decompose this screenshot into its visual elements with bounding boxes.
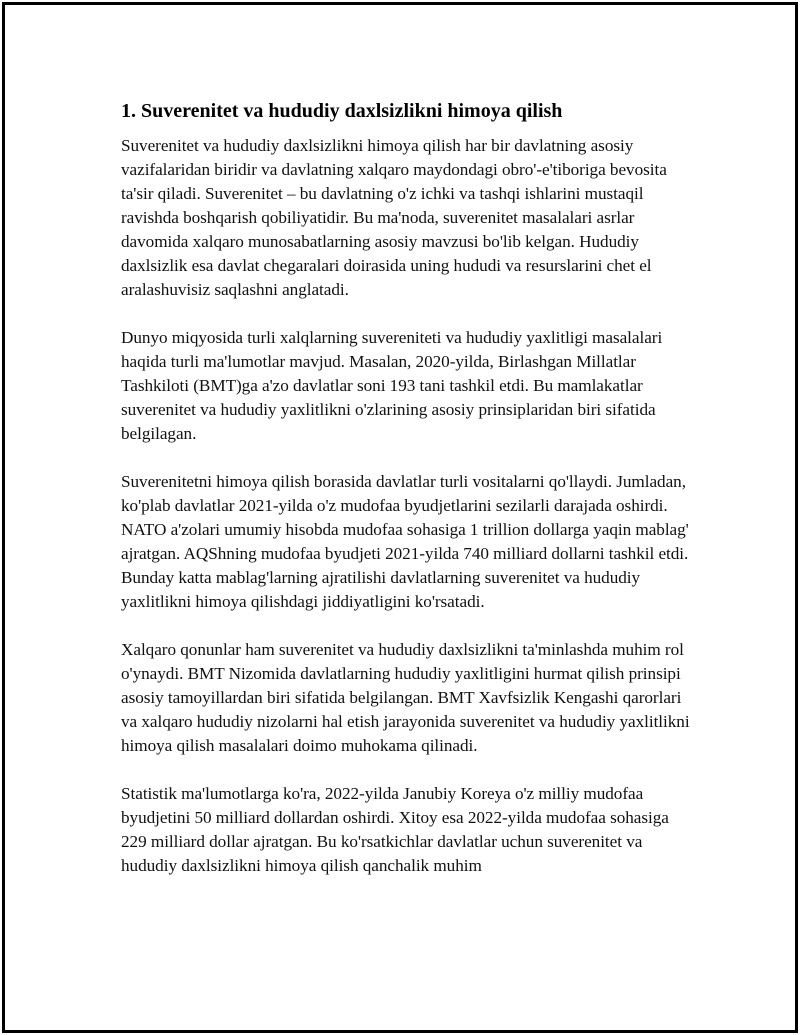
paragraph-2: Dunyo miqyosida turli xalqlarning suvereniteti va hududiy yaxlitligi masalalari haqida turli ma'lumotlar mavjud. Masalan, 2020-yilda, Birlashgan Millatlar Tashkiloti (BMT)ga a'zo davlatlar soni 193 tani tashkil etdi. Bu mamlakatlar suverenitet va hududiy yaxlitlikni o'zlarining asosiy prinsiplaridan biri sifatida belgilagan. xyxy=(121,328,663,443)
paragraph-1: Suverenitet va hududiy daxlsizlikni himoya qilish har bir davlatning asosiy vazifalaridan biridir va davlatning xalqaro maydondagi obro'-e'tiboriga bevosita ta'sir qiladi. Suverenitet – bu davlatning o'z ichki va tashqi ishlarini mustaqil ravishda boshqarish qobiliyatidir. Bu ma'noda, suverenitet masalalari asrlar davomida xalqaro munosabatlarning asosiy mavzusi bo'lib kelgan. Hududiy daxlsizlik esa davlat chegaralari doirasida uning hududi va resurslarini chet el aralashuvisiz saqlashni anglatadi. xyxy=(121,136,667,299)
document-body xyxy=(121,99,693,902)
paragraph-5: Statistik ma'lumotlarga ko'ra, 2022-yilda Janubiy Koreya o'z milliy mudofaa byudjetini 50 milliard dollardan oshirdi. Xitoy esa 2022-yilda mudofaa sohasiga 229 milliard dollar ajratgan. Bu ko'rsatkichlar davlatlar uchun suverenitet va hududiy daxlsizlikni himoya qilish qanchalik muhim xyxy=(121,784,669,875)
paragraph-3: Suverenitetni himoya qilish borasida davlatlar turli vositalarni qo'llaydi. Jumladan, ko'plab davlatlar 2021-yilda o'z mudofaa byudjetlarini sezilarli darajada oshirdi. NATO a'zolari umumiy hisobda mudofaa sohasiga 1 trillion dollarga yaqin mablag' ajratgan. AQShning mudofaa byudjeti 2021-yilda 740 milliard dollarni tashkil etdi. Bunday katta mablag'larning ajratilishi davlatlarning suverenitet va hududiy yaxlitlikni himoya qilishdagi jiddiyatligini ko'rsatadi. xyxy=(121,472,689,611)
page-frame xyxy=(2,2,798,1033)
section-heading: 1. Suverenitet va hududiy daxlsizlikni himoya qilish xyxy=(121,100,563,122)
paragraph-4: Xalqaro qonunlar ham suverenitet va hududiy daxlsizlikni ta'minlashda muhim rol o'ynaydi. BMT Nizomida davlatlarning hududiy yaxlitligini hurmat qilish prinsipi asosiy tamoyillardan biri sifatida belgilangan. BMT Xavfsizlik Kengashi qarorlari va xalqaro hududiy nizolarni hal etish jarayonida suverenitet va hududiy yaxlitlikni himoya qilish masalalari doimo muhokama qilinadi. xyxy=(121,640,690,755)
